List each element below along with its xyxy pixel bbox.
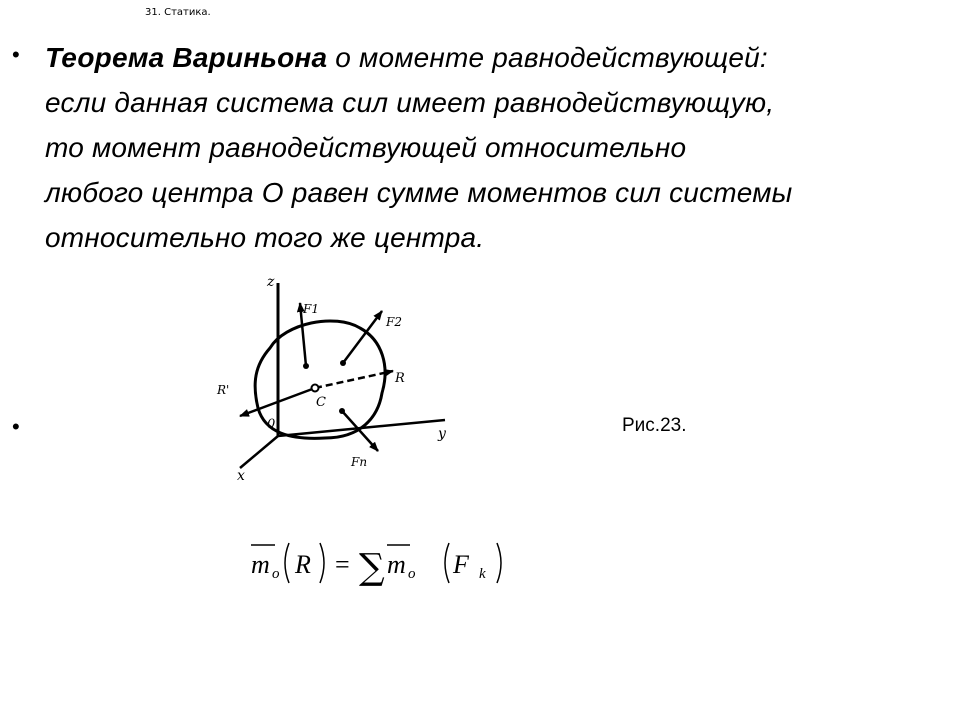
theorem-line-2: если данная система сил имеет равнодействующую, xyxy=(45,87,775,118)
label-f2: F2 xyxy=(386,315,402,329)
label-c: C xyxy=(316,395,326,410)
theorem-text xyxy=(45,35,950,260)
formula-sum: ∑ xyxy=(359,547,385,588)
varignon-formula xyxy=(245,535,515,595)
formula-k: k xyxy=(479,566,486,582)
formula-m2: m xyxy=(387,550,406,579)
label-f1: F1 xyxy=(303,302,319,316)
theorem-line-5: относительно того же центра. xyxy=(45,222,485,253)
theorem-line-4: любого центра О равен сумме моментов сил системы xyxy=(45,177,793,208)
formula-f: F xyxy=(453,550,469,579)
formula-m1: m xyxy=(251,550,270,579)
bullet-icon: • xyxy=(12,42,20,67)
formula-r: R xyxy=(295,550,311,579)
label-o: 0 xyxy=(267,417,276,432)
label-z: z xyxy=(267,274,275,290)
theorem-term: Теорема Вариньона xyxy=(45,42,328,73)
figure-caption: Рис.23. xyxy=(622,415,687,436)
slide-header-label: 31. Статика. xyxy=(145,7,211,18)
label-y: y xyxy=(438,426,446,442)
formula-o2: o xyxy=(408,566,416,582)
resultant-arrow xyxy=(315,371,393,388)
label-fn: Fn xyxy=(351,455,368,469)
bullet-icon: • xyxy=(12,414,20,439)
formula-eq: = xyxy=(335,550,350,579)
theorem-line-3: то момент равнодействующей относительно xyxy=(45,132,687,163)
label-x: x xyxy=(237,468,245,484)
formula-o1: o xyxy=(272,566,280,582)
force-f2-arrow xyxy=(343,311,382,363)
point-c xyxy=(312,385,319,392)
label-r-prime: R' xyxy=(217,383,230,397)
theorem-line-1-rest: о моменте равнодействующей: xyxy=(327,42,768,73)
x-axis xyxy=(240,436,278,468)
theorem-line-1 xyxy=(45,35,950,80)
force-system-diagram xyxy=(210,268,480,488)
label-r: R xyxy=(395,371,405,386)
